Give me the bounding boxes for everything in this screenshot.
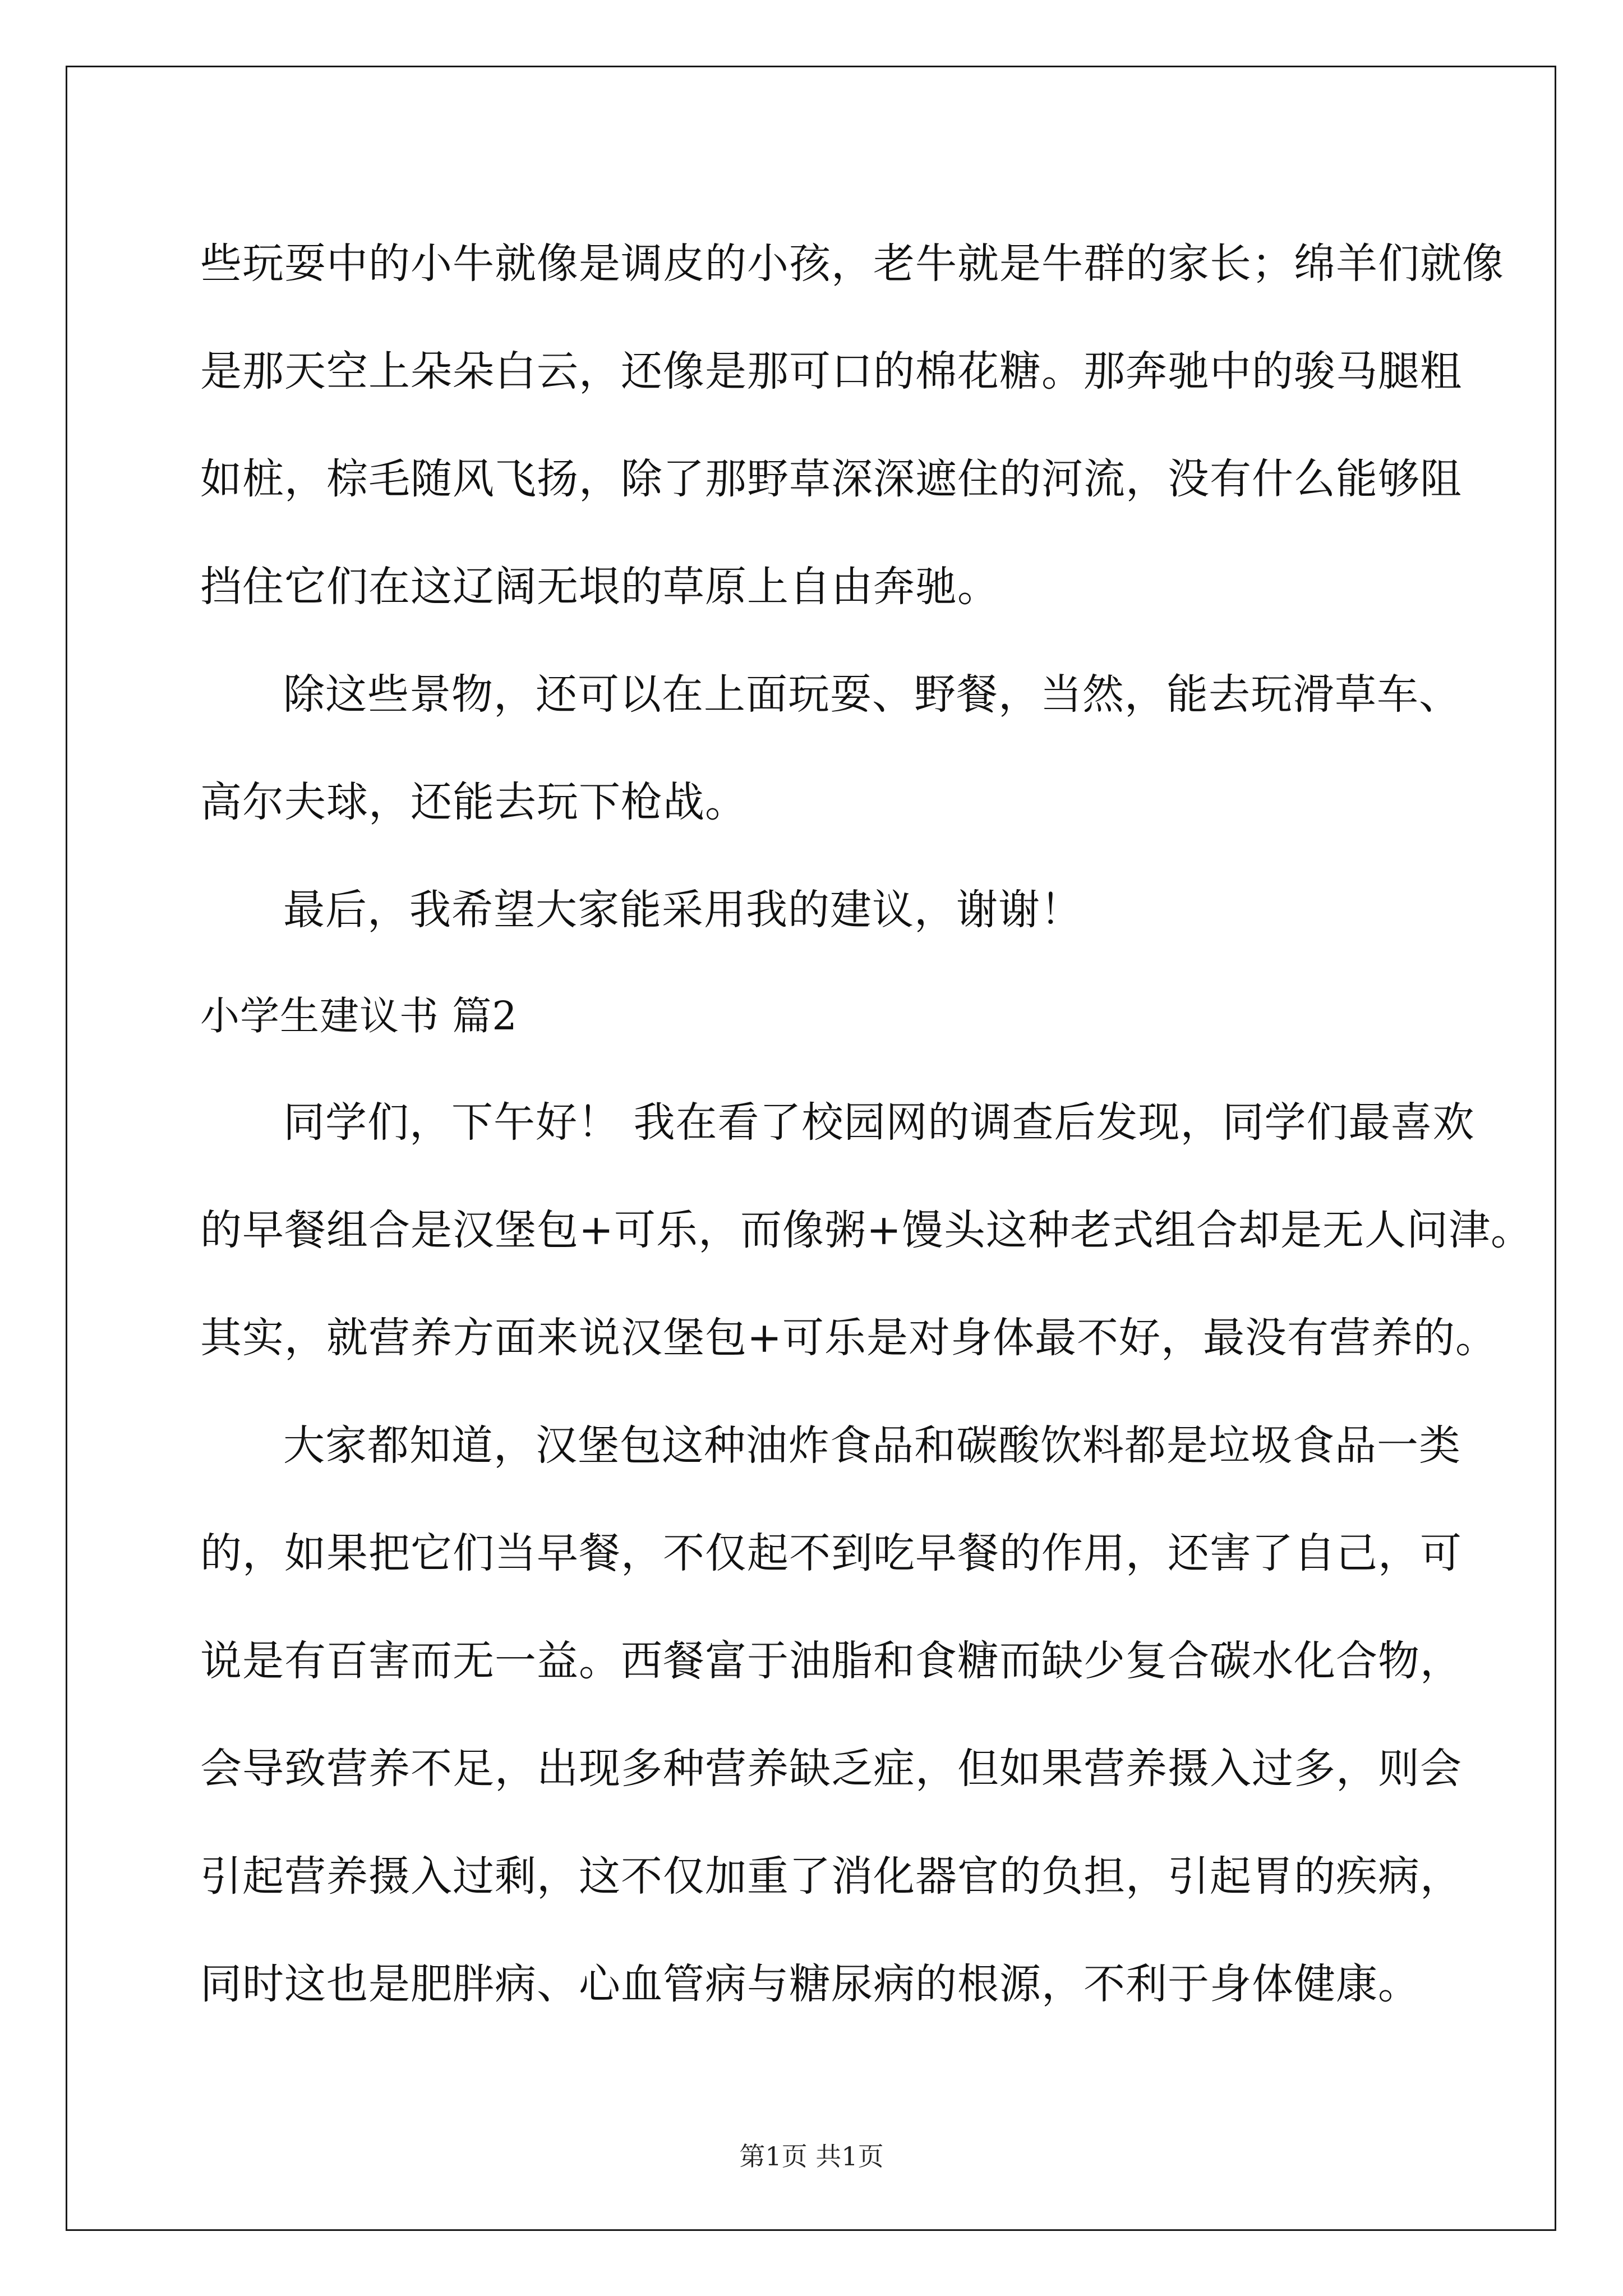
text-line: 会导致营养不足，出现多种营养缺乏症，但如果营养摄入过多，则会 [200, 1745, 1462, 1793]
page-footer: 第1页 共1页 [739, 2141, 884, 2171]
text-line: 如桩，棕毛随风飞扬，除了那野草深深遮住的河流，没有什么能够阻 [200, 455, 1462, 503]
text-line: 说是有百害而无一益。西餐富于油脂和食糖而缺少复合碳水化合物， [200, 1637, 1462, 1685]
text-line: 挡住它们在这辽阔无垠的草原上自由奔驰。 [200, 563, 999, 611]
text-line: 最后，我希望大家能采用我的建议，谢谢！ [283, 886, 1082, 934]
text-line: 是那天空上朵朵白云，还像是那可口的棉花糖。那奔驰中的骏马腿粗 [200, 347, 1462, 395]
text-line: 引起营养摄入过剩，这不仅加重了消化器官的负担，引起胃的疾病， [200, 1852, 1462, 1901]
text-line: 大家都知道，汉堡包这种油炸食品和碳酸饮料都是垃圾食品一类 [283, 1421, 1461, 1470]
text-line: 同学们，下午好！ 我在看了校园网的调查后发现，同学们最喜欢 [283, 1098, 1475, 1147]
text-line: 些玩耍中的小牛就像是调皮的小孩，老牛就是牛群的家长；绵羊们就像 [200, 240, 1504, 288]
text-line: 除这些景物，还可以在上面玩耍、野餐，当然，能去玩滑草车、 [283, 670, 1461, 719]
text-line: 同时这也是肥胖病、心血管病与糖尿病的根源，不利于身体健康。 [200, 1960, 1420, 2008]
section-heading: 小学生建议书 篇2 [200, 993, 518, 1039]
text-line: 其实，就营养方面来说汉堡包+可乐是对身体最不好，最没有营养的。 [200, 1314, 1498, 1362]
text-line: 的早餐组合是汉堡包+可乐，而像粥+馒头这种老式组合却是无人问津。 [200, 1206, 1533, 1254]
text-line: 的，如果把它们当早餐，不仅起不到吃早餐的作用，还害了自己，可 [200, 1529, 1462, 1577]
text-line: 高尔夫球，还能去玩下枪战。 [200, 778, 747, 826]
document-body [200, 210, 1533, 2038]
